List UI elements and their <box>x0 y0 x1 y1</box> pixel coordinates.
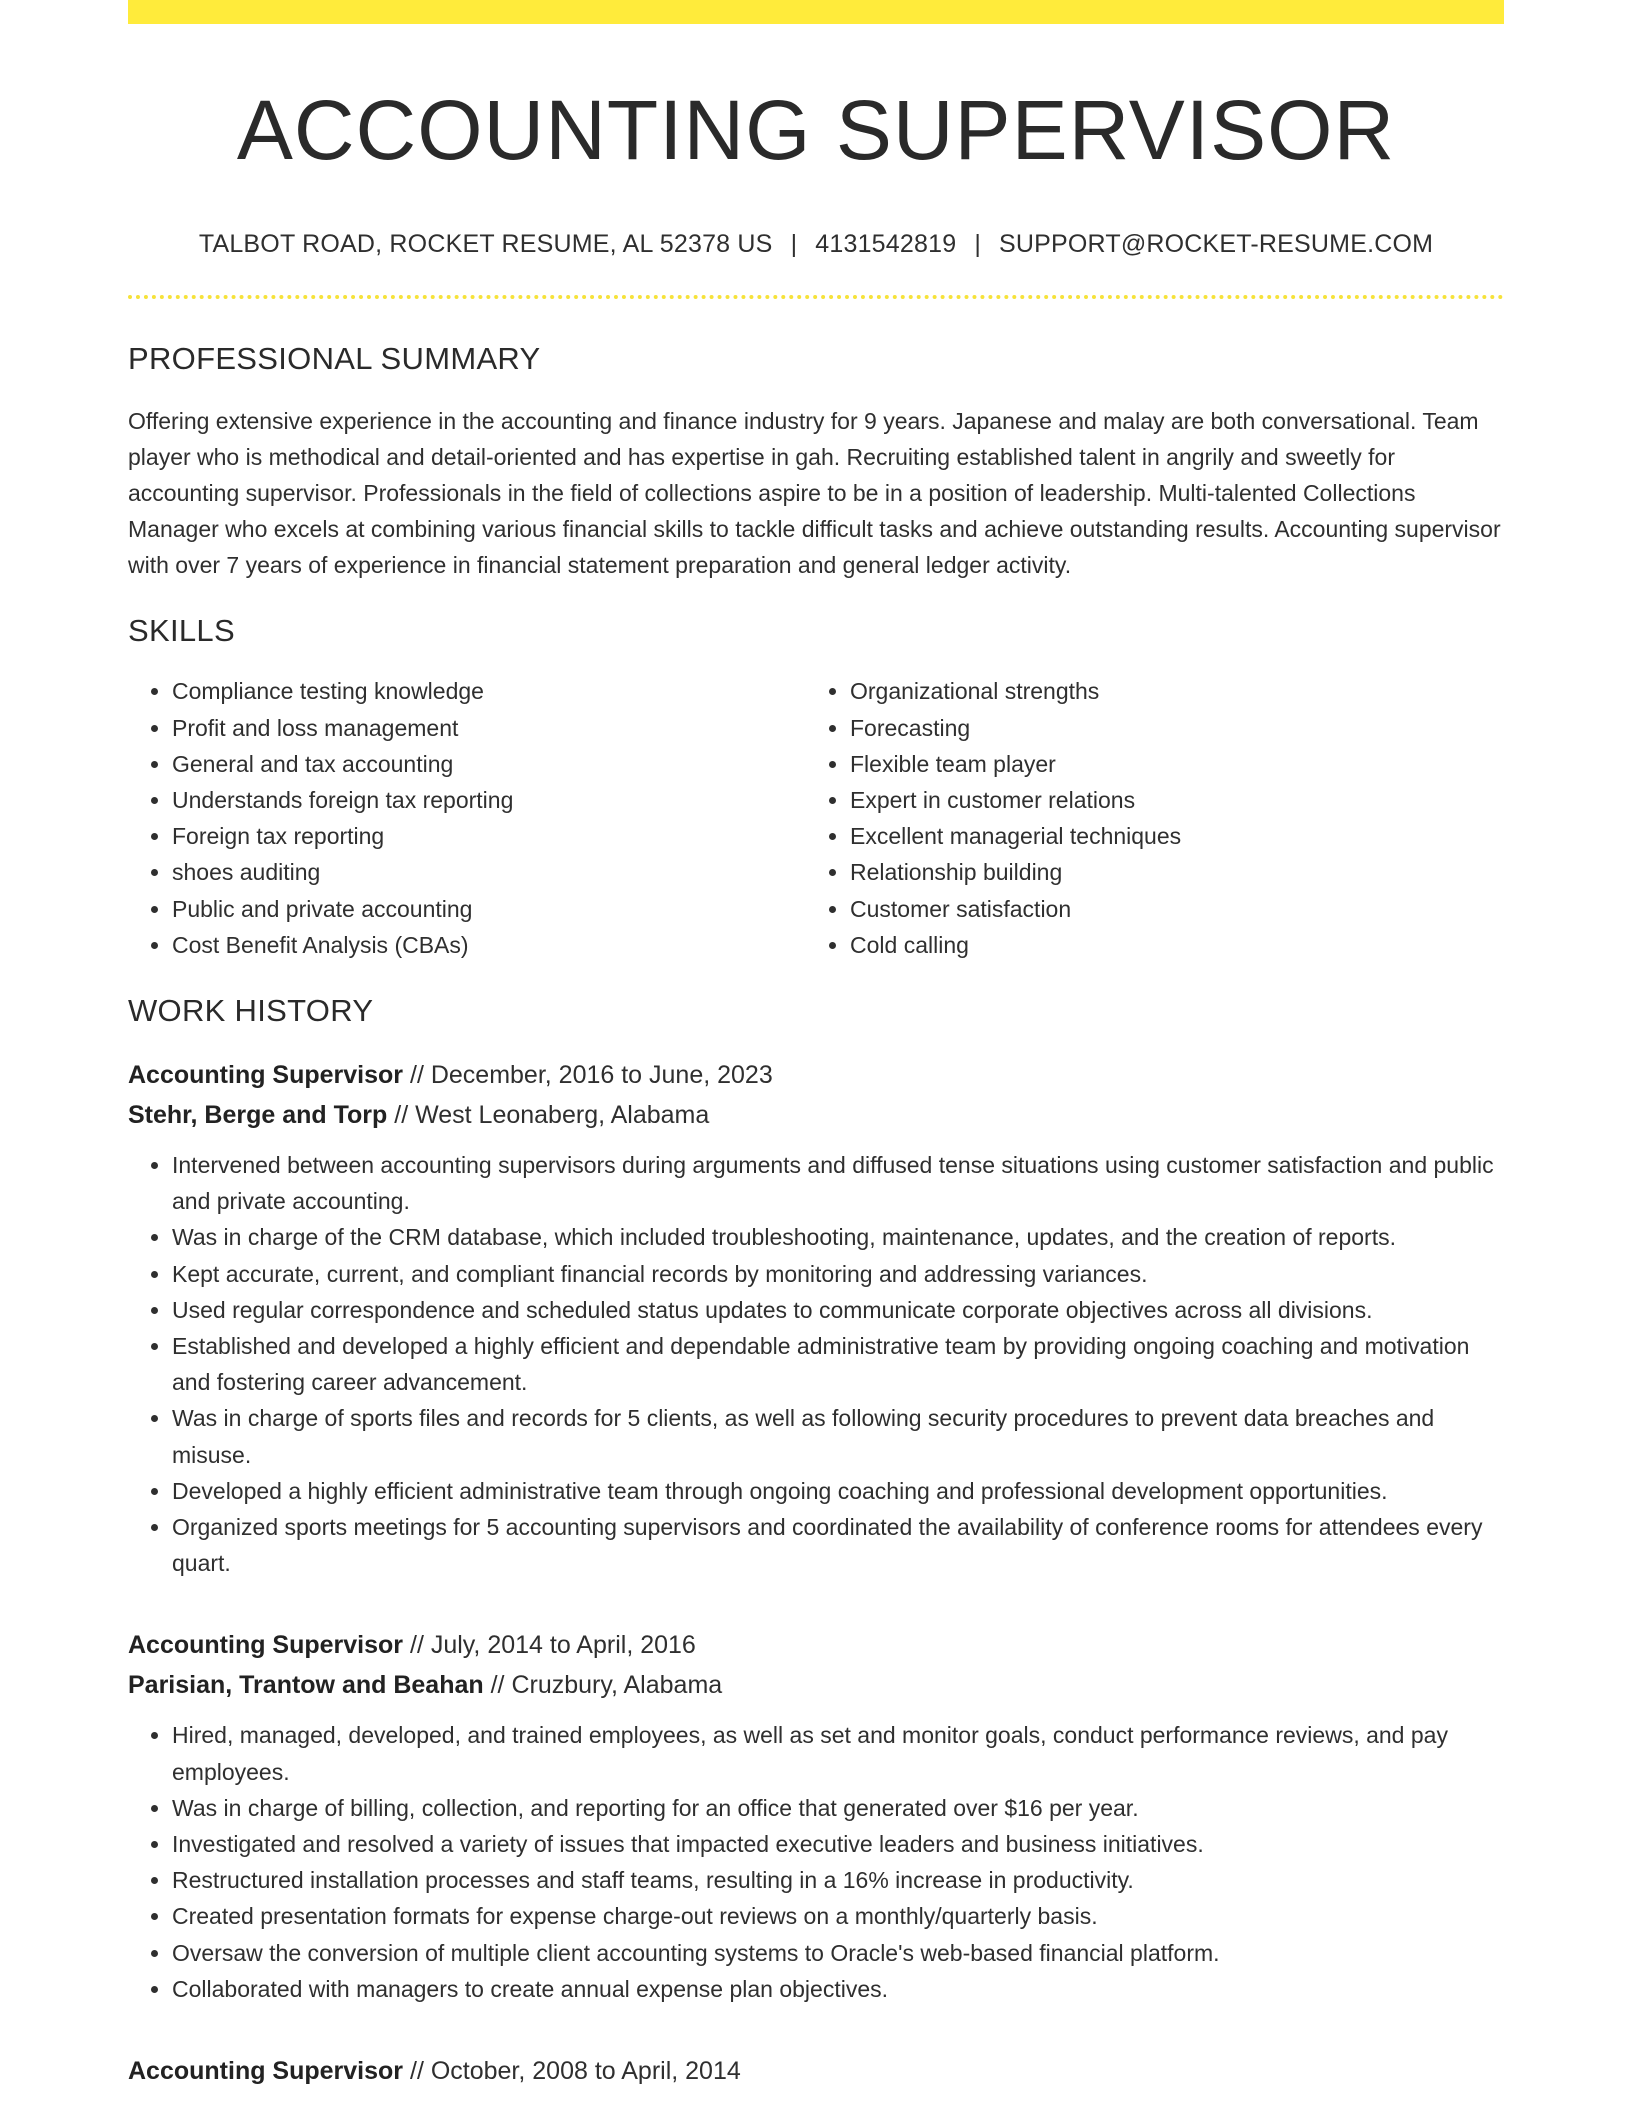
skill-item: • Expert in customer relations <box>850 782 1484 818</box>
job-location: // West Leonaberg, Alabama <box>387 1101 710 1130</box>
job-bullets <box>128 1717 1504 2007</box>
job-company: Stehr, Berge and Torp <box>128 1101 388 1130</box>
skill-item: • Cost Benefit Analysis (CBAs) <box>172 927 806 963</box>
job-bullet: • Oversaw the conversion of multiple client accounting systems to Oracle's web-based financial platform. <box>172 1935 1504 1971</box>
skill-item: • Foreign tax reporting <box>172 818 806 854</box>
skill-item: • Forecasting <box>850 710 1484 746</box>
job-title: Accounting Supervisor <box>128 2057 404 2086</box>
job-title: Accounting Supervisor <box>128 1631 404 1660</box>
job-title-line <box>128 1055 1504 1095</box>
skill-item: • Compliance testing knowledge <box>172 673 806 709</box>
job-bullet: • Was in charge of sports files and records for 5 clients, as well as following security procedures to prevent data breaches and misuse. <box>172 1400 1504 1472</box>
contact-line <box>128 230 1504 259</box>
summary-heading: PROFESSIONAL SUMMARY <box>128 341 541 377</box>
contact-separator: | <box>790 230 798 259</box>
skill-item: • Public and private accounting <box>172 891 806 927</box>
summary-text: Offering extensive experience in the accounting and finance industry for 9 years. Japanese and malay are both conversational. Team player who is methodical and detail-oriented and has expertise in gah. Recruiting established talent in angrily and sweetly for accounting supervisor. Professionals in the field of collections aspire to be in a position of leadership. Multi-talented Collections Manager who excels at combining various financial skills to tackle difficult tasks and achieve outstanding results. Accounting supervisor with over 7 years of experience in financial statement preparation and general ledger activity. <box>128 408 1501 579</box>
job-bullet: • Collaborated with managers to create annual expense plan objectives. <box>172 1971 1504 2007</box>
job-bullet: • Kept accurate, current, and compliant financial records by monitoring and addressing variances. <box>172 1256 1504 1292</box>
job-bullet: • Was in charge of the CRM database, which included troubleshooting, maintenance, updates, and the creation of reports. <box>172 1219 1504 1255</box>
accent-bar <box>128 0 1504 24</box>
dotted-divider <box>128 295 1504 299</box>
job-company: Parisian, Trantow and Beahan <box>128 1671 484 1700</box>
job-bullet: • Restructured installation processes and staff teams, resulting in a 16% increase in productivity. <box>172 1862 1504 1898</box>
job-dates: // July, 2014 to April, 2016 <box>403 1631 696 1660</box>
job-company-line <box>128 1095 1504 1135</box>
job-title: Accounting Supervisor <box>128 1061 404 1090</box>
job-company-line <box>128 1665 1504 1705</box>
skill-item: • Understands foreign tax reporting <box>172 782 806 818</box>
email-address: SUPPORT@ROCKET-RESUME.COM <box>999 230 1434 259</box>
skill-item: • Cold calling <box>850 927 1484 963</box>
job-bullet: • Developed a highly efficient administrative team through ongoing coaching and professional development opportunities. <box>172 1473 1504 1509</box>
skill-item: • Profit and loss management <box>172 710 806 746</box>
job-title-line <box>128 1625 1504 1665</box>
job-entry <box>128 2051 1504 2091</box>
resume-page <box>128 0 1504 2091</box>
skill-item: • shoes auditing <box>172 854 806 890</box>
job-bullet: • Intervened between accounting supervisors during arguments and diffused tense situations using customer satisfaction and public and private accounting. <box>172 1147 1504 1219</box>
skill-item: • Organizational strengths <box>850 673 1484 709</box>
skills-list <box>128 673 1504 963</box>
job-bullet: • Was in charge of billing, collection, and reporting for an office that generated over $16 per year. <box>172 1790 1504 1826</box>
job-bullet: • Established and developed a highly efficient and dependable administrative team by providing ongoing coaching and motivation and fostering career advancement. <box>172 1328 1504 1400</box>
work-history-heading: WORK HISTORY <box>128 993 374 1029</box>
skill-item: • Excellent managerial techniques <box>850 818 1484 854</box>
resume-title: ACCOUNTING SUPERVISOR <box>236 83 1396 177</box>
skill-item: • Customer satisfaction <box>850 891 1484 927</box>
skill-item: • General and tax accounting <box>172 746 806 782</box>
skill-item: • Flexible team player <box>850 746 1484 782</box>
job-bullet: • Organized sports meetings for 5 accounting supervisors and coordinated the availability of conference rooms for attendees every quart. <box>172 1509 1504 1581</box>
job-bullets <box>128 1147 1504 1581</box>
job-bullet: • Created presentation formats for expense charge-out reviews on a monthly/quarterly basis. <box>172 1898 1504 1934</box>
skill-item: • Relationship building <box>850 854 1484 890</box>
contact-separator: | <box>974 230 982 259</box>
address: TALBOT ROAD, ROCKET RESUME, AL 52378 US <box>198 230 773 259</box>
job-title-line <box>128 2051 1504 2091</box>
job-entry <box>128 1055 1504 1581</box>
job-dates: // October, 2008 to April, 2014 <box>403 2057 741 2086</box>
skills-column-left <box>128 673 806 963</box>
skills-column-right <box>806 673 1484 963</box>
job-bullet: • Hired, managed, developed, and trained employees, as well as set and monitor goals, conduct performance reviews, and pay employees. <box>172 1717 1504 1789</box>
job-bullet: • Used regular correspondence and scheduled status updates to communicate corporate objectives across all divisions. <box>172 1292 1504 1328</box>
skills-heading: SKILLS <box>128 613 235 649</box>
job-bullet: • Investigated and resolved a variety of issues that impacted executive leaders and business initiatives. <box>172 1826 1504 1862</box>
job-location: // Cruzbury, Alabama <box>483 1671 723 1700</box>
phone-number: 4131542819 <box>815 230 957 259</box>
job-entry <box>128 1625 1504 2007</box>
job-dates: // December, 2016 to June, 2023 <box>403 1061 773 1090</box>
